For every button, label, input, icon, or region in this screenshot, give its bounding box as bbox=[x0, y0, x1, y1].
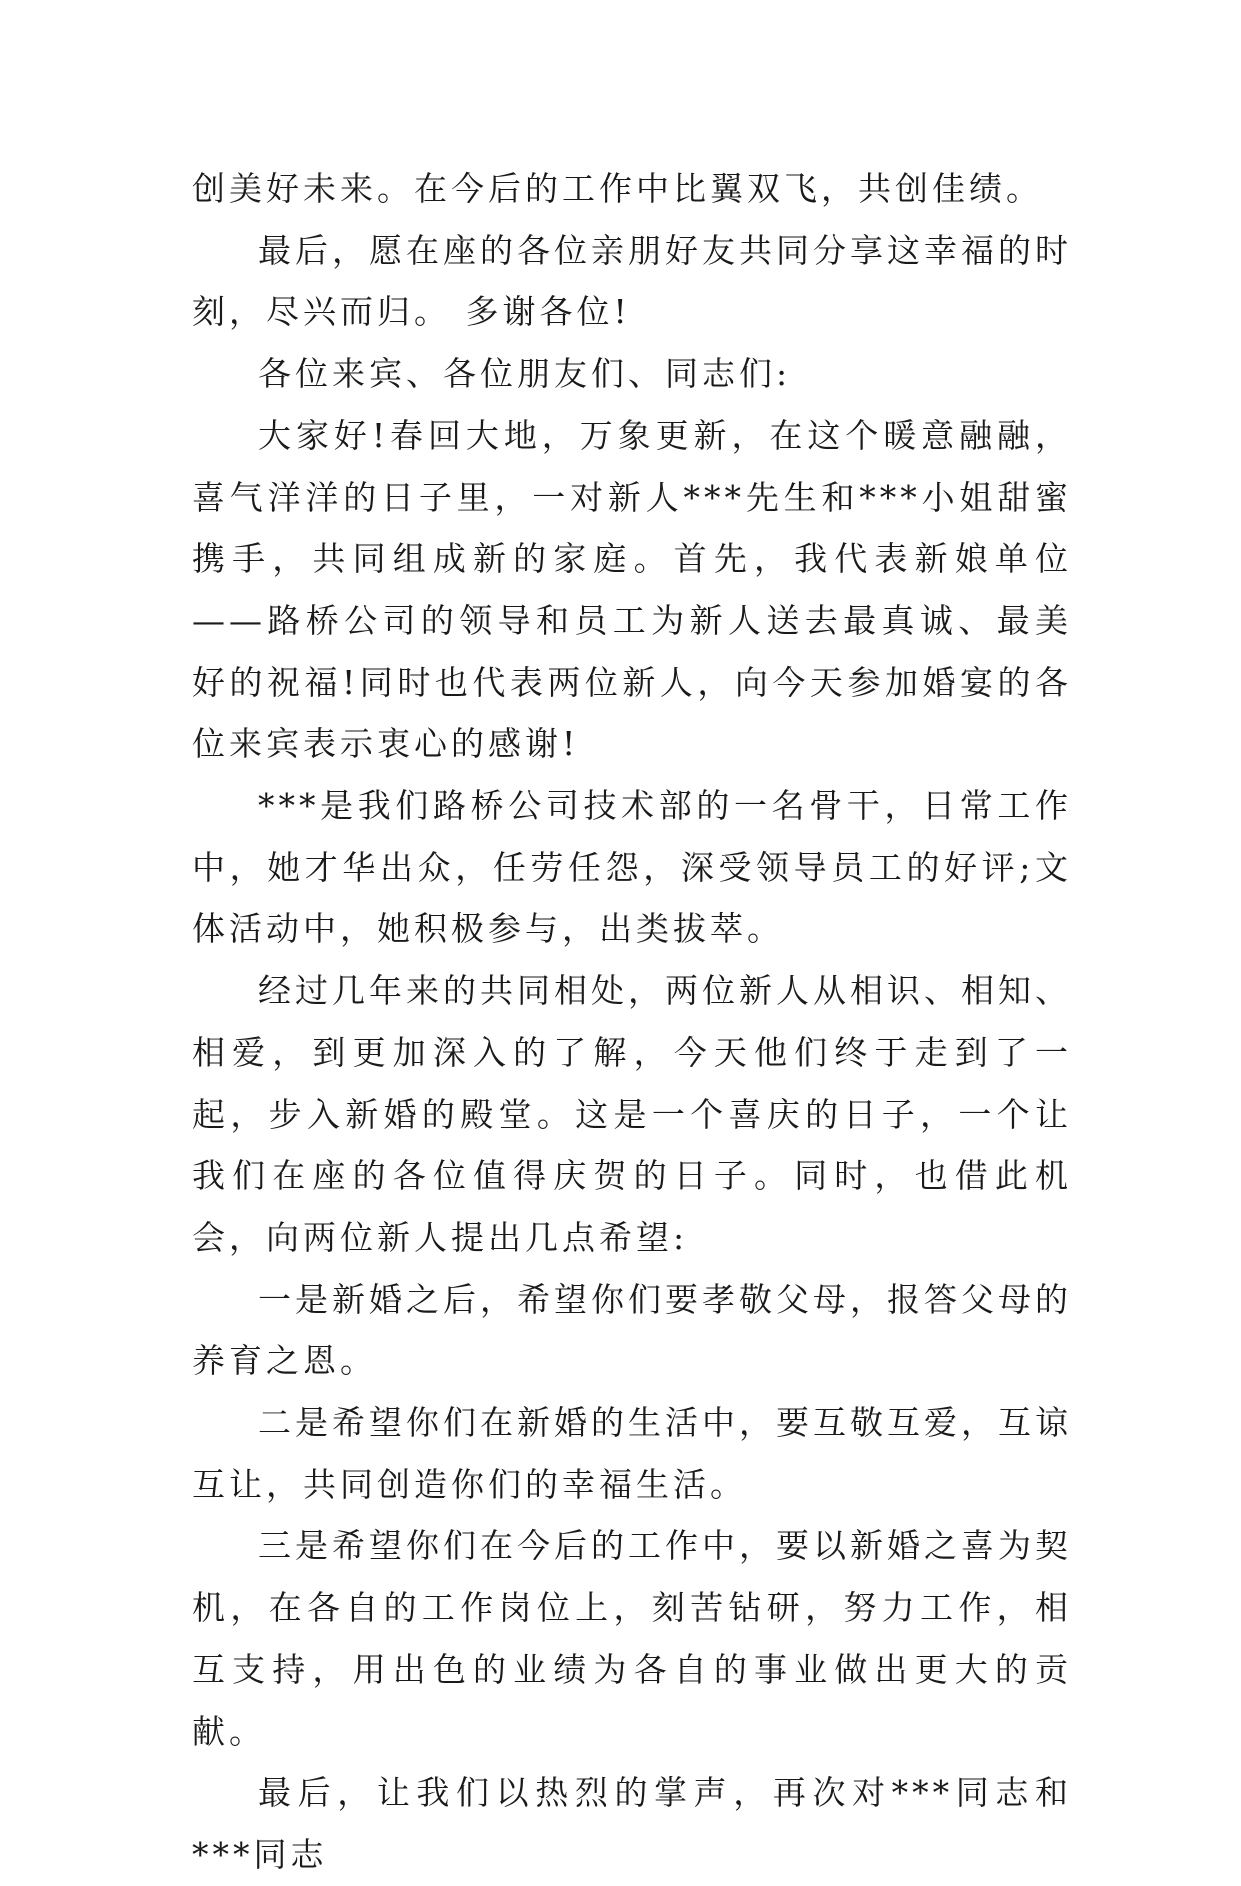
paragraph-10: 最后，让我们以热烈的掌声，再次对***同志和***同志 bbox=[192, 1773, 1072, 1874]
paragraph-1: 创美好未来。在今后的工作中比翼双飞，共创佳绩。 bbox=[192, 169, 1043, 208]
document-body bbox=[192, 158, 1072, 1886]
paragraph-8: 二是希望你们在新婚的生活中，要互敬互爱，互谅互让，共同创造你们的幸福生活。 bbox=[192, 1403, 1072, 1504]
paragraph-4: 大家好!春回大地，万象更新，在这个暖意融融，喜气洋洋的日子里，一对新人***先生和***小姐甜蜜携手，共同组成新的家庭。首先，我代表新娘单位——路桥公司的领导和员工为新人送去最真诚、最美好的祝福!同时也代表两位新人，向今天参加婚宴的各位来宾表示衷心的感谢! bbox=[192, 415, 1072, 764]
paragraph-9: 三是希望你们在今后的工作中，要以新婚之喜为契机，在各自的工作岗位上，刻苦钻研，努力工作，相互支持，用出色的业绩为各自的事业做出更大的贡献。 bbox=[192, 1526, 1072, 1751]
paragraph-3: 各位来宾、各位朋友们、同志们: bbox=[258, 354, 792, 394]
paragraph-2: 最后，愿在座的各位亲朋好友共同分享这幸福的时刻，尽兴而归。 多谢各位! bbox=[192, 230, 1072, 332]
paragraph-5: ***是我们路桥公司技术部的一名骨干，日常工作中，她才华出众，任劳任怨，深受领导员工的好评;文体活动中，她积极参与，出类拔萃。 bbox=[192, 786, 1072, 949]
paragraph-6: 经过几年来的共同相处，两位新人从相识、相知、相爱，到更加深入的了解，今天他们终于走到了一起，步入新婚的殿堂。这是一个喜庆的日子，一个让我们在座的各位值得庆贺的日子。同时，也借此机会，向两位新人提出几点希望: bbox=[192, 971, 1072, 1257]
paragraph-7: 一是新婚之后，希望你们要孝敬父母，报答父母的养育之恩。 bbox=[192, 1279, 1072, 1381]
